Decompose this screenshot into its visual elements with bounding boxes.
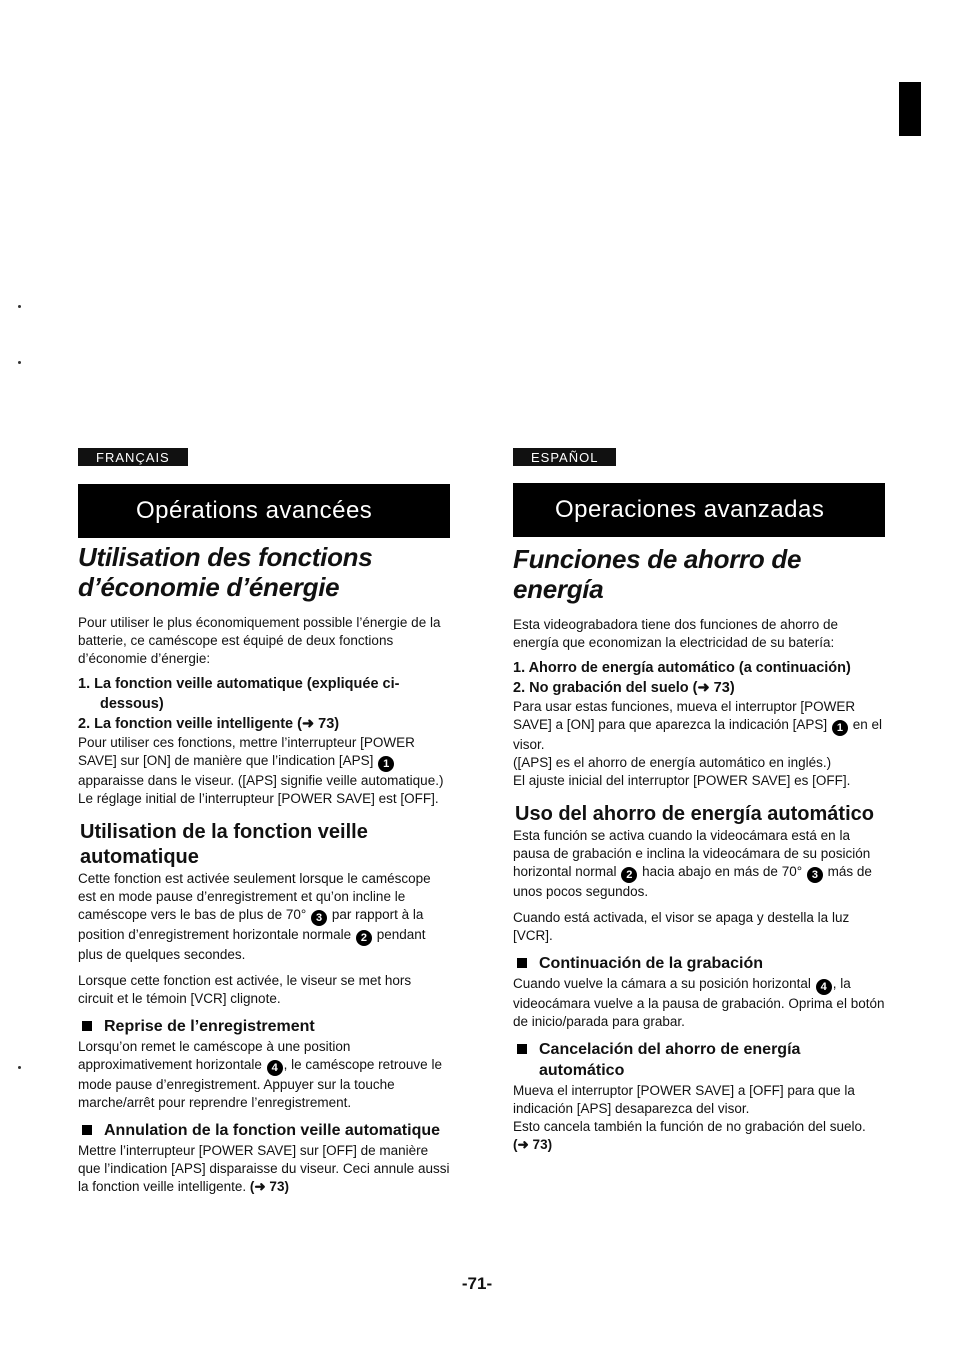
list-item: 2. No grabación del suelo (➜ 73) xyxy=(513,680,735,696)
body-paragraph xyxy=(513,1118,885,1154)
square-bullet-icon xyxy=(82,1125,92,1135)
text-run: Cuando vuelve la cámara a su posición horizontal xyxy=(513,976,811,991)
marker-4: 4 xyxy=(816,979,832,995)
marker-3: 3 xyxy=(807,867,823,883)
page-reference: (➜ 73) xyxy=(249,1179,289,1194)
heading-text: Annulation de la fonction veille automatique xyxy=(104,1122,441,1139)
section-heading: Uso del ahorro de energía automático xyxy=(515,803,874,825)
function-list xyxy=(78,674,450,734)
section-band: Operaciones avanzadas xyxy=(513,483,885,537)
body-paragraph xyxy=(513,975,885,1031)
french-column xyxy=(78,448,450,1196)
subsection-heading xyxy=(82,1016,450,1037)
scan-speck xyxy=(18,1066,21,1069)
marker-1: 1 xyxy=(378,756,394,772)
text-run: , la videocámara vuelve a la pausa de grabación. Oprima el botón de inicio/parada para grabar. xyxy=(513,976,885,1029)
title-line: d’économie d’énergie xyxy=(78,572,340,602)
body-paragraph: Cuando está activada, el visor se apaga y destella la luz [VCR]. xyxy=(513,910,850,943)
text-run: Para usar estas funciones, mueva el interruptor [POWER SAVE] a [ON] para que aparezca la indicación [APS] xyxy=(513,699,856,732)
subsection-heading xyxy=(517,1039,885,1081)
section-thumb-tab xyxy=(899,82,921,136)
page-number: -71- xyxy=(461,1274,493,1293)
body-paragraph xyxy=(78,1142,450,1196)
square-bullet-icon xyxy=(517,958,527,968)
list-item: 1. Ahorro de energía automático (a continuación) xyxy=(513,660,851,676)
text-run: apparaisse dans le viseur. ([APS] signifie veille automatique.) xyxy=(78,773,444,788)
text-run: más de unos pocos segundos. xyxy=(513,864,872,899)
marker-2: 2 xyxy=(356,930,372,946)
text-run: Pour utiliser ces fonctions, mettre l’interrupteur [POWER SAVE] sur [ON] de manière que l’indication [APS] xyxy=(78,735,415,768)
text-run: Esta función se activa cuando la videocámara está en la pausa de grabación e inclina la videocámara de su posición horizontal normal xyxy=(513,828,871,879)
list-item: 2. La fonction veille intelligente (➜ 73) xyxy=(78,716,340,732)
page-title xyxy=(78,542,450,602)
body-paragraph xyxy=(78,870,450,964)
spanish-column xyxy=(513,448,885,1154)
subsection-heading xyxy=(517,953,885,974)
body-paragraph: ([APS] es el ahorro de energía automático en inglés.) xyxy=(513,755,832,770)
marker-3: 3 xyxy=(311,910,327,926)
body-paragraph: Le réglage initial de l’interrupteur [POWER SAVE] est [OFF]. xyxy=(78,791,439,806)
body-paragraph: Mueva el interruptor [POWER SAVE] a [OFF] para que la indicación [APS] desaparezca del visor. xyxy=(513,1083,855,1116)
section-band: Opérations avancées xyxy=(78,484,450,538)
text-run: Cette fonction est activée seulement lorsque le caméscope est en mode pause d’enregistrement et qu’on incline le caméscope vers le bas de plus de 70° xyxy=(78,871,431,922)
body-paragraph xyxy=(513,827,885,901)
title-line: energía xyxy=(513,574,604,604)
intro-paragraph: Pour utiliser le plus économiquement possible l’énergie de la batterie, ce caméscope est équipé de deux fonctions d’économie d’énergie: xyxy=(78,615,441,666)
heading-text: Reprise de l’enregistrement xyxy=(104,1018,315,1035)
body-paragraph xyxy=(513,698,885,754)
scan-speck xyxy=(18,305,21,308)
text-run: par rapport à la position d’enregistrement horizontale normale xyxy=(78,907,424,942)
body-paragraph xyxy=(78,734,450,790)
marker-1: 1 xyxy=(832,720,848,736)
text-run: en el visor. xyxy=(513,717,882,752)
section-heading: Utilisation de la fonction veille automatique xyxy=(80,821,368,868)
title-line: Funciones de ahorro de xyxy=(513,544,802,574)
title-line: Utilisation des fonctions xyxy=(78,542,373,572)
language-tag: ESPAÑOL xyxy=(513,448,616,466)
intro-paragraph: Esta videograbadora tiene dos funciones de ahorro de energía que economizan la electricidad de su batería: xyxy=(513,617,838,650)
page-title xyxy=(513,544,885,604)
marker-4: 4 xyxy=(267,1060,283,1076)
language-tag: FRANÇAIS xyxy=(78,448,188,466)
text-run: hacia abajo en más de 70° xyxy=(642,864,803,879)
scan-speck xyxy=(18,361,21,364)
marker-2: 2 xyxy=(621,867,637,883)
square-bullet-icon xyxy=(517,1044,527,1054)
subsection-heading xyxy=(82,1120,450,1141)
text-run: pendant plus de quelques secondes. xyxy=(78,927,426,962)
square-bullet-icon xyxy=(82,1021,92,1031)
text-run: Mettre l’interrupteur [POWER SAVE] sur [OFF] de manière que l’indication [APS] disparaisse du viseur. Ceci annule aussi la fonction veille intelligente. xyxy=(78,1143,450,1194)
text-run: Esto cancela también la función de no grabación del suelo. xyxy=(513,1119,866,1134)
list-item: 1. La fonction veille automatique (expliquée ci-dessous) xyxy=(78,676,400,712)
heading-text: Cancelación del ahorro de energía automático xyxy=(539,1041,801,1079)
text-run: Lorsqu’on remet le caméscope à une position approximativement horizontale xyxy=(78,1039,351,1072)
function-list xyxy=(513,658,885,698)
body-paragraph: Lorsque cette fonction est activée, le viseur se met hors circuit et le témoin [VCR] clignote. xyxy=(78,973,412,1006)
page-reference: (➜ 73) xyxy=(513,1137,553,1152)
text-run: , le caméscope retrouve le mode pause d’enregistrement. Appuyer sur la touche marche/arrêt pour reprendre l’enregistrement. xyxy=(78,1057,442,1110)
body-paragraph xyxy=(78,1038,450,1112)
body-paragraph: El ajuste inicial del interruptor [POWER SAVE] es [OFF]. xyxy=(513,773,851,788)
heading-text: Continuación de la grabación xyxy=(539,955,764,972)
